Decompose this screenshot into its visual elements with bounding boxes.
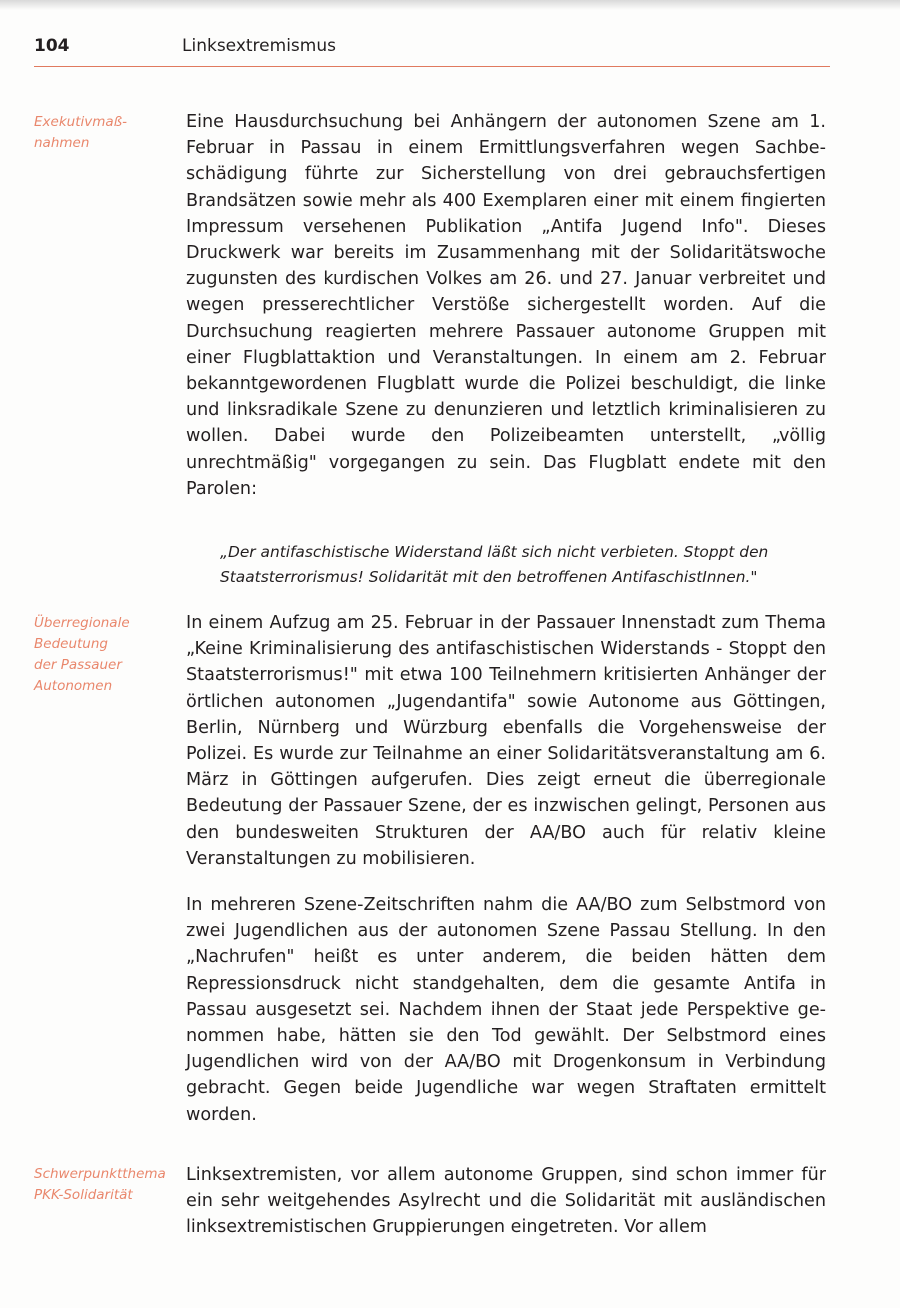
body-paragraph-4-block [186, 1162, 826, 1241]
margin-note-exekutivmassnahmen: Exekutivmaß- nahmen [34, 114, 128, 151]
body-paragraph-1-block [186, 109, 826, 502]
scan-shadow [0, 0, 900, 10]
margin-note-ueberregionale-bedeutung: Überregionale Bedeutung der Passauer Autonomen [34, 615, 130, 694]
margin-note-pkk-solidaritaet: Schwerpunktthema PKK-Solidarität [34, 1166, 166, 1203]
body-paragraph-2-block [186, 610, 826, 872]
body-paragraph: In mehreren Szene-Zeitschriften nahm die AA/BO zum Selbstmord von zwei Jugendlichen aus der autonomen Szene Passau Stellung. In den „Nachrufen" heißt es unter anderem, die beiden hätten dem Repressionsdruck nicht standgehalten, dem die gesamte Antifa in Passau ausgesetzt sei. Nachdem ihnen der Staat jede Perspektive genommen habe, hätten sie den Tod gewählt. Der Selbstmord eines Jugendlichen wird von der AA/BO mit Drogenkonsum in Verbindung gebracht. Gegen beide Jugendliche war wegen Straftaten ermittelt worden. [186, 895, 826, 1125]
page-number: 104 [34, 36, 70, 56]
header-rule [34, 66, 830, 67]
body-paragraph: Eine Hausdurchsuchung bei Anhängern der autonomen Szene am 1. Februar in Passau in einem Ermittlungsverfahren wegen Sachbeschädigung führte zur Sicherstellung von drei gebrauchsfertigen Brandsätzen sowie mehr als 400 Exemplaren einer mit einem fingierten Impressum versehenen Publikation „Antifa Jugend Info". Dieses Druckwerk war bereits im Zusammenhang mit der Solidaritätswoche zugunsten des kurdischen Volkes am 26. und 27. Januar verbreitet und wegen presserechtlicher Verstöße sichergestellt worden. Auf die Durchsuchung reagierten mehrere Passauer autonome Gruppen mit einer Flugblattaktion und Veranstaltungen. In einem am 2. Februar bekanntgewordenen Flugblatt wurde die Polizei beschuldigt, die linke und linksradikale Szene zu denunzieren und letztlich kriminalisieren zu wollen. Dabei wurde den Polizeibeamten unterstellt, „völlig unrechtmäßig" vorgegangen zu sein. Das Flugblatt endete mit den Parolen: [186, 112, 826, 499]
body-paragraph: Linksextremisten, vor allem autonome Gruppen, sind schon immer für ein sehr weitgehendes Asylrecht und die Solidarität mit ausländischen linksextremistischen Gruppierungen eingetreten. Vor allem [186, 1165, 826, 1238]
body-paragraph-3-block [186, 892, 826, 1128]
body-paragraph: In einem Aufzug am 25. Februar in der Passauer Innenstadt zum Thema „Keine Kriminalisierung des antifaschistischen Widerstands - Stoppt den Staatsterrorismus!" mit etwa 100 Teilnehmern kritisierten Anhänger der örtlichen autonomen „Jugendantifa" sowie Autonome aus Göttingen, Berlin, Nürnberg und Würzburg ebenfalls die Vorgehensweise der Polizei. Es wurde zur Teilnahme an einer Solidaritätsveranstaltung am 6. März in Göttingen aufgerufen. Dies zeigt erneut die überregionale Bedeutung der Passauer Szene, der es inzwischen gelingt, Personen aus den bundesweiten Strukturen der AA/BO auch für relativ kleine Veranstaltungen zu mobilisieren. [186, 613, 826, 869]
running-title: Linksextremismus [182, 36, 336, 56]
block-quote: „Der antifaschistische Widerstand läßt sich nicht verbieten. Stoppt den Staatsterrorismus! Solidarität mit den betroffenen AntifaschistInnen." [220, 543, 769, 586]
page-header [34, 36, 830, 64]
